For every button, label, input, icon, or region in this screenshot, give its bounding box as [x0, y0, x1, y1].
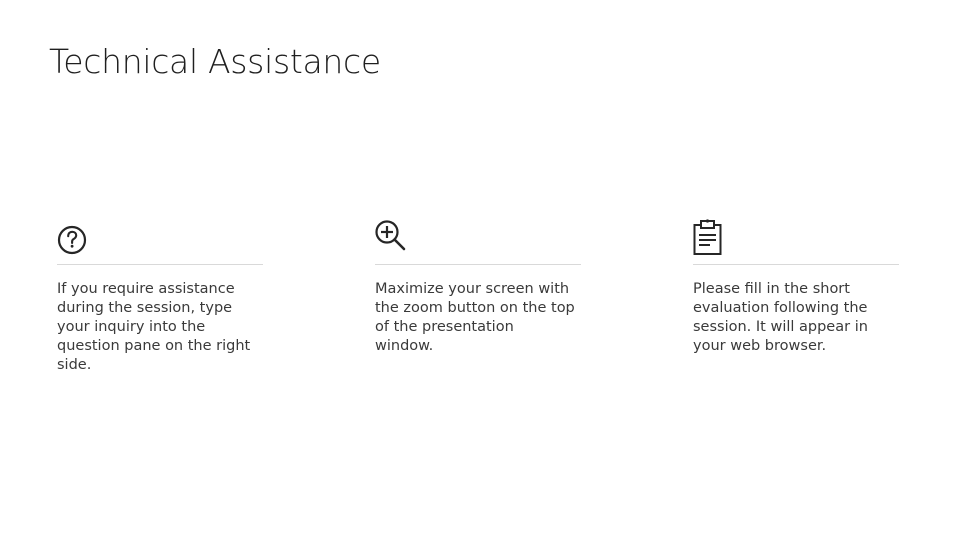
zoom-in-icon: [375, 212, 581, 256]
card-divider: [57, 264, 263, 265]
zoom-text: Maximize your screen with the zoom button on the top of the presentation window.: [375, 281, 575, 354]
evaluation-text: Please fill in the short evaluation following the session. It will appear in your web browser.: [693, 281, 868, 354]
evaluation-card: [693, 212, 899, 356]
zoom-card: [375, 212, 581, 356]
card-divider: [375, 264, 581, 265]
clipboard-icon: [693, 212, 899, 256]
slide-title: Technical Assistance: [49, 42, 381, 81]
assistance-text: If you require assistance during the session, type your inquiry into the question pane on the right side.: [57, 281, 251, 373]
question-circle-icon: [57, 212, 263, 256]
card-divider: [693, 264, 899, 265]
assistance-card: [57, 212, 263, 375]
